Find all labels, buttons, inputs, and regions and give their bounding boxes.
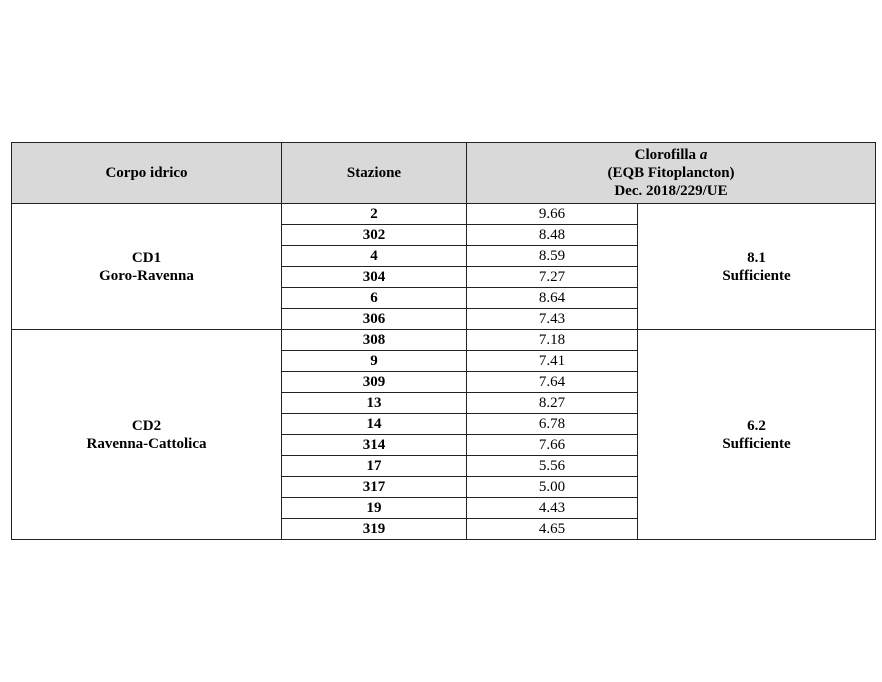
station-cell: 19 <box>282 498 467 519</box>
header-clorofilla-dec: Dec. 2018/229/UE <box>614 183 728 199</box>
header-row <box>12 143 876 204</box>
station-cell: 14 <box>282 414 467 435</box>
header-clorofilla-text: Clorofilla <box>634 147 700 163</box>
chlorophyll-value-cell: 8.48 <box>467 225 638 246</box>
chlorophyll-table <box>11 142 876 540</box>
group-result-label: Sufficiente <box>722 267 791 284</box>
chlorophyll-value-cell: 4.65 <box>467 519 638 540</box>
station-cell: 2 <box>282 204 467 225</box>
chlorophyll-value-cell: 7.66 <box>467 435 638 456</box>
group-label-cell <box>12 204 282 330</box>
chlorophyll-value-cell: 4.43 <box>467 498 638 519</box>
station-cell: 13 <box>282 393 467 414</box>
header-clorofilla <box>467 143 876 204</box>
station-cell: 317 <box>282 477 467 498</box>
chlorophyll-value-cell: 7.41 <box>467 351 638 372</box>
group-result-label: Sufficiente <box>722 435 791 452</box>
group-name: Ravenna-Cattolica <box>86 435 207 452</box>
station-cell: 309 <box>282 372 467 393</box>
station-cell: 9 <box>282 351 467 372</box>
station-cell: 306 <box>282 309 467 330</box>
chlorophyll-value-cell: 5.00 <box>467 477 638 498</box>
group-result-value: 6.2 <box>747 417 766 434</box>
chlorophyll-value-cell: 7.64 <box>467 372 638 393</box>
chlorophyll-value-cell: 6.78 <box>467 414 638 435</box>
group-result-value: 8.1 <box>747 249 766 266</box>
chlorophyll-value-cell: 7.43 <box>467 309 638 330</box>
group-code: CD1 <box>131 249 162 266</box>
header-stazione: Stazione <box>282 143 467 204</box>
group-name: Goro-Ravenna <box>99 267 194 284</box>
station-cell: 308 <box>282 330 467 351</box>
group-result-cell <box>638 330 876 540</box>
station-cell: 17 <box>282 456 467 477</box>
table-row <box>12 204 876 225</box>
group-label-cell <box>12 330 282 540</box>
station-cell: 319 <box>282 519 467 540</box>
station-cell: 304 <box>282 267 467 288</box>
station-cell: 4 <box>282 246 467 267</box>
station-cell: 302 <box>282 225 467 246</box>
header-clorofilla-italic: a <box>699 147 708 163</box>
station-cell: 314 <box>282 435 467 456</box>
header-clorofilla-title <box>467 146 875 164</box>
table-body <box>12 204 876 540</box>
group-code: CD2 <box>131 417 162 434</box>
chlorophyll-value-cell: 8.59 <box>467 246 638 267</box>
header-corpo-idrico: Corpo idrico <box>12 143 282 204</box>
chlorophyll-value-cell: 8.64 <box>467 288 638 309</box>
chlorophyll-value-cell: 7.27 <box>467 267 638 288</box>
group-result-cell <box>638 204 876 330</box>
chlorophyll-value-cell: 8.27 <box>467 393 638 414</box>
table-row <box>12 330 876 351</box>
chlorophyll-value-cell: 5.56 <box>467 456 638 477</box>
chlorophyll-value-cell: 7.18 <box>467 330 638 351</box>
station-cell: 6 <box>282 288 467 309</box>
header-clorofilla-eqb: (EQB Fitoplancton) <box>607 165 735 181</box>
chlorophyll-value-cell: 9.66 <box>467 204 638 225</box>
